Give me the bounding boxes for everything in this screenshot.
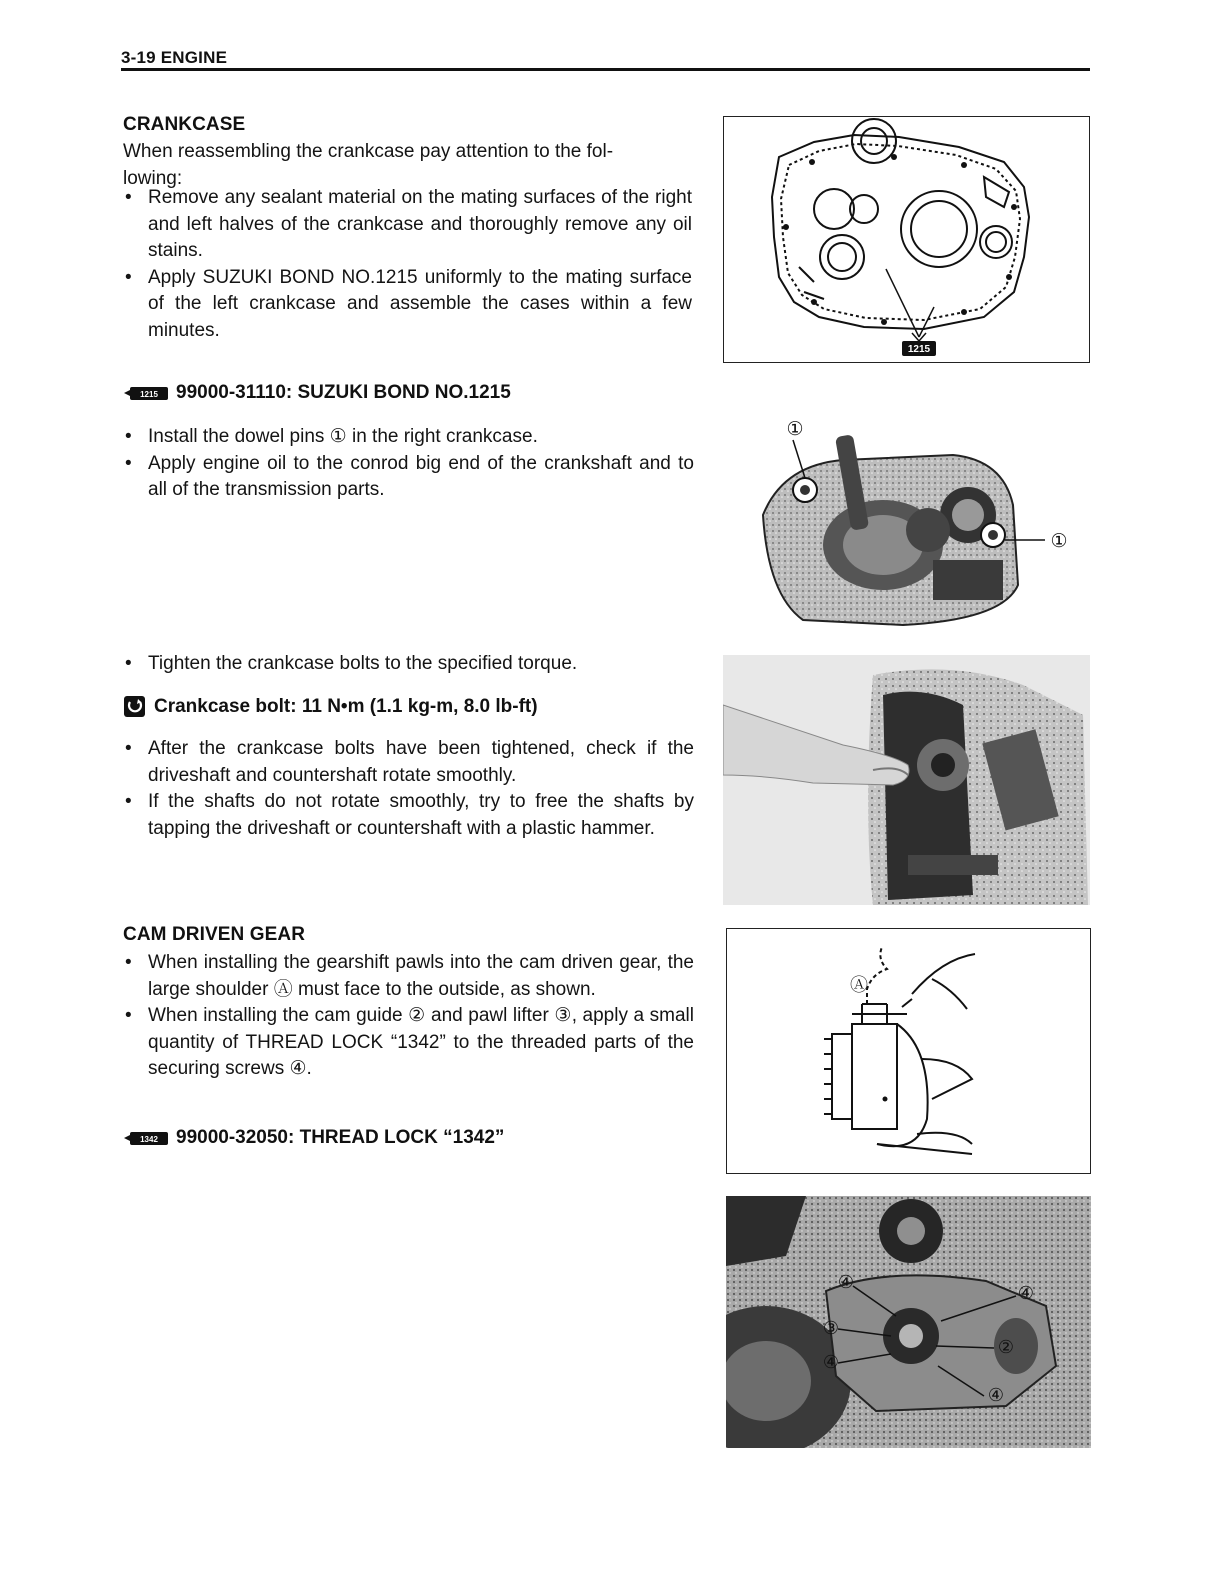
rotate-bullets — [122, 736, 694, 842]
bullet-icon: • — [125, 187, 132, 208]
list-item: • When installing the gearshift pawls into the cam driven gear, the large shoulder Ⓐ must face to the outside, as shown. — [125, 952, 694, 1000]
dowel-pins-photo — [723, 385, 1090, 635]
svg-text:1215: 1215 — [140, 390, 158, 399]
list-item: • Apply engine oil to the conrod big end of the crankshaft and to all of the transmission parts. — [125, 452, 694, 500]
crankcase-sealant-figure — [723, 116, 1090, 363]
crankcase-heading: CRANKCASE — [123, 114, 246, 135]
cam-guide-illustration — [726, 1196, 1091, 1448]
bullet-icon: • — [125, 653, 132, 674]
section-label: 3-19 ENGINE — [121, 48, 228, 67]
bullet-icon: • — [125, 426, 132, 447]
bullet-icon: • — [125, 266, 132, 288]
bond-spec — [122, 381, 511, 405]
torque-wrench-icon — [122, 694, 148, 720]
page-header — [121, 48, 1090, 72]
cam-guide-photo — [726, 1196, 1091, 1448]
list-item: • Tighten the crankcase bolts to the specified torque. — [122, 651, 694, 678]
svg-text:③: ③ — [822, 1318, 840, 1339]
cam-gear-bullets — [122, 950, 694, 1083]
dowel-pins-illustration — [723, 385, 1090, 635]
svg-text:①: ① — [786, 418, 804, 440]
bond-tube-icon — [122, 381, 170, 405]
list-item: • If the shafts do not rotate smoothly, try to free the shafts by tapping the driveshaft or countershaft with a plastic hammer. — [125, 791, 694, 839]
list-item: • After the crankcase bolts have been tightened, check if the driveshaft and countershaft rotate smoothly. — [125, 738, 694, 786]
svg-text:④: ④ — [822, 1352, 840, 1373]
svg-text:④: ④ — [1017, 1283, 1035, 1304]
shaft-rotation-photo — [723, 655, 1090, 905]
intro-line-1: When reassembling the crankcase pay attention to the fol- — [123, 141, 614, 162]
bullet-icon: • — [125, 738, 132, 759]
thread-lock-tube-icon — [122, 1126, 170, 1150]
torque-spec-text: Crankcase bolt: 11 N•m (1.1 kg-m, 8.0 lb-ft) — [154, 696, 538, 717]
bullet-icon: • — [125, 1005, 132, 1026]
list-item: • Apply SUZUKI BOND NO.1215 uniformly to the mating surface of the left crankcase and assemble the cases within a few minutes. — [125, 266, 692, 341]
cam-pawl-figure — [726, 928, 1091, 1174]
shaft-rotation-illustration — [723, 655, 1090, 905]
cam-pawl-diagram — [727, 929, 1089, 1172]
svg-text:④: ④ — [987, 1385, 1005, 1406]
dowel-bullets — [122, 424, 694, 504]
svg-text:1215: 1215 — [907, 344, 931, 355]
svg-text:Ⓐ: Ⓐ — [850, 975, 868, 996]
list-item: • When installing the cam guide ② and pawl lifter ③, apply a small quantity of THREAD LOCK “1342” to the threaded parts of the securing screws ④. — [125, 1005, 694, 1079]
bullet-icon: • — [125, 452, 132, 474]
thread-lock-spec-text: 99000-32050: THREAD LOCK “1342” — [176, 1127, 505, 1148]
svg-text:②: ② — [997, 1337, 1015, 1358]
cam-driven-gear-heading: CAM DRIVEN GEAR — [123, 924, 306, 945]
crankcase-outline-diagram — [724, 117, 1088, 361]
svg-text:1342: 1342 — [140, 1135, 158, 1144]
crankcase-bullets — [122, 185, 692, 344]
intro-line-2: lowing: — [123, 167, 183, 189]
svg-text:④: ④ — [837, 1272, 855, 1293]
tighten-bullets — [122, 651, 694, 678]
bullet-icon: • — [125, 791, 132, 812]
bond-spec-text: 99000-31110: SUZUKI BOND NO.1215 — [176, 382, 511, 403]
svg-text:①: ① — [1050, 530, 1068, 552]
list-item: • Remove any sealant material on the mating surfaces of the right and left halves of the crankcase and thoroughly remove any oil stains. — [125, 187, 692, 261]
thread-lock-spec — [122, 1126, 504, 1150]
list-item: • Install the dowel pins ① in the right crankcase. — [122, 424, 694, 451]
header-rule — [121, 68, 1090, 71]
torque-spec — [122, 694, 538, 720]
bullet-icon: • — [125, 952, 132, 973]
